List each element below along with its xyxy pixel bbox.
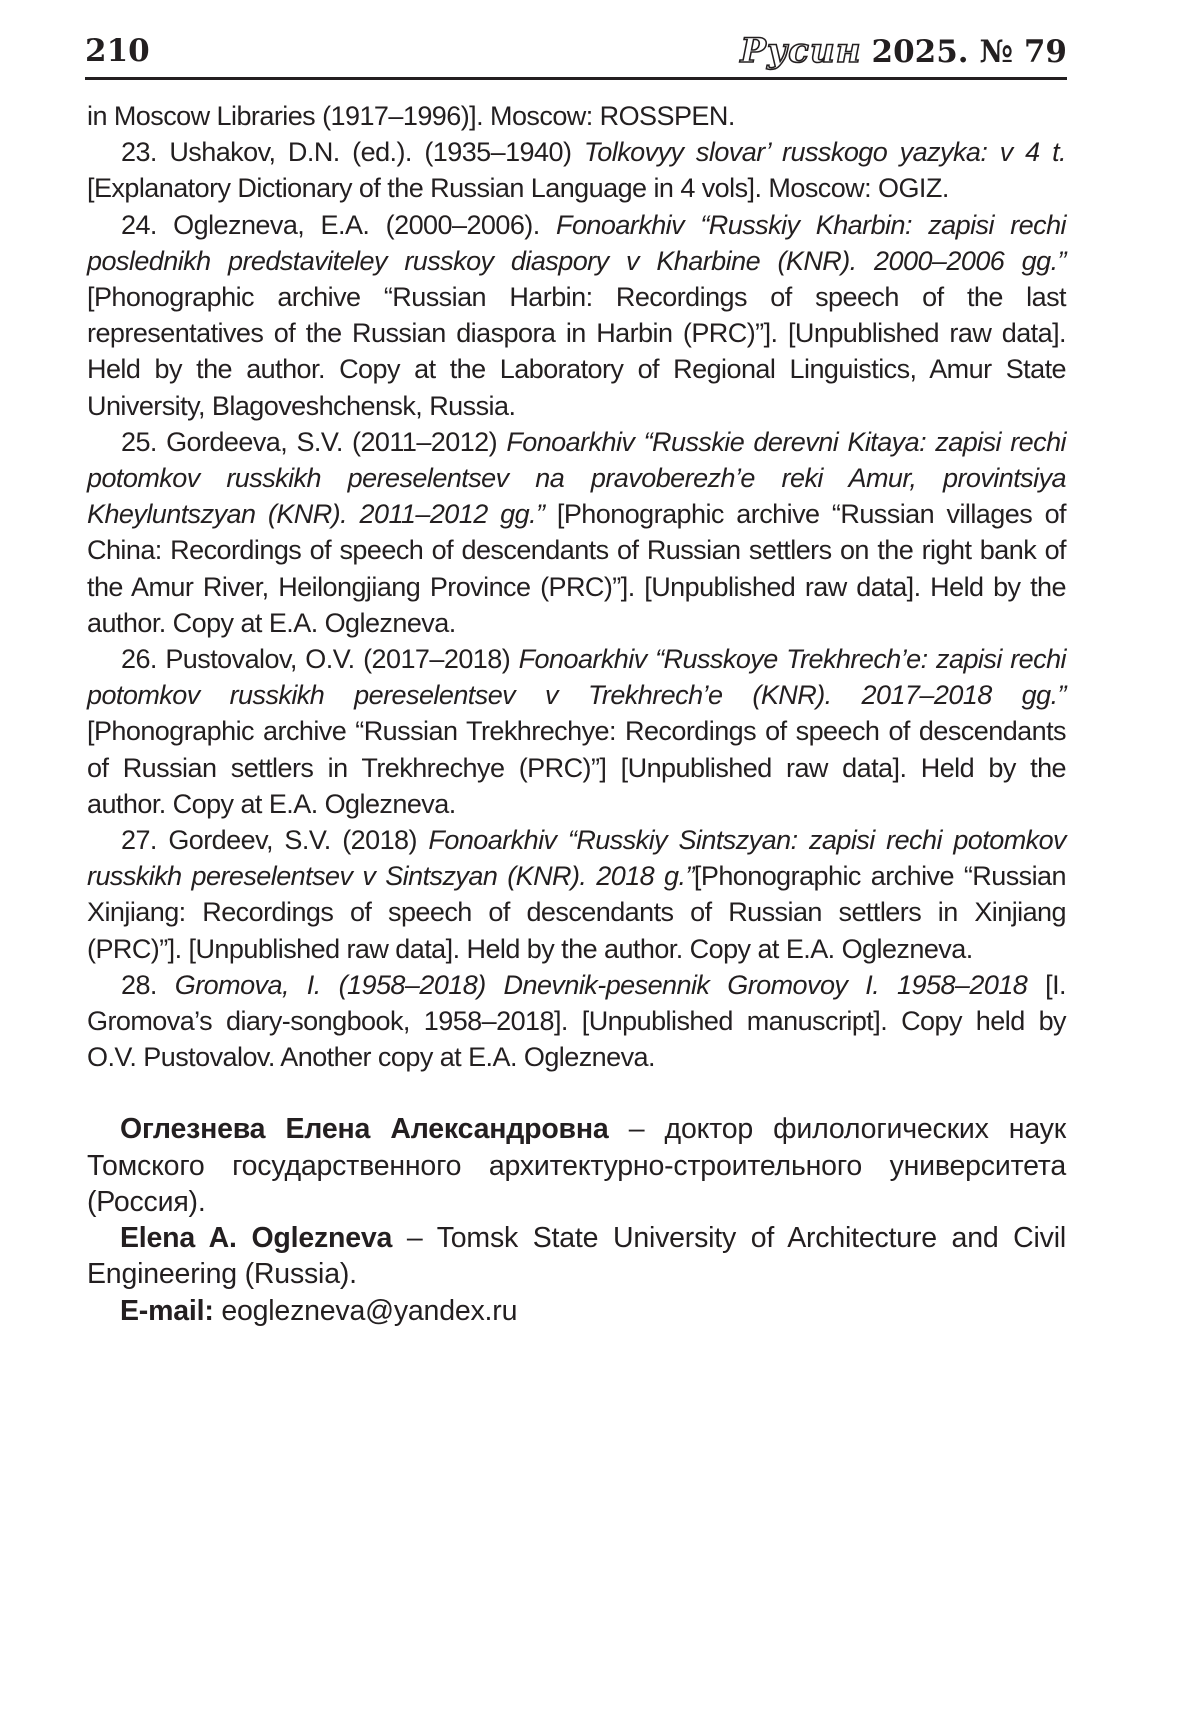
- page-number: 210: [85, 33, 150, 69]
- reference-item: [87, 424, 1066, 641]
- author-info-english: [87, 1220, 1066, 1292]
- journal-title: [740, 28, 1067, 81]
- reference-list: [87, 98, 1066, 1075]
- reference-item: [87, 207, 1066, 424]
- reference-text: in Moscow Libraries (1917–1996)]. Moscow: ROSSPEN.: [87, 101, 735, 131]
- reference-title: Fonoarkhiv “Russkoye Trekhrech’e: zapisi rechi potomkov russkikh pereselentsev v Trekhrech’e (KNR). 2017–2018 gg.”: [87, 644, 1066, 711]
- reference-number: 28.: [121, 969, 175, 1000]
- reference-item: [87, 641, 1066, 822]
- author-info: [87, 1111, 1066, 1328]
- reference-details: [Explanatory Dictionary of the Russian Language in 4 vols]. Moscow: OGIZ.: [87, 173, 949, 204]
- reference-authors: 25. Gordeeva, S.V. (2011–2012): [121, 426, 507, 457]
- reference-details: [Phonographic archive “Russian Harbin: Recordings of speech of the last representatives of the Russian diaspora in Harbin (PRC)”]. [Unpublished raw data]. Held by the author. Copy at the Laboratory of Regional Linguistics, Amur State University, Blagoveshchensk, Russia.: [87, 282, 1066, 421]
- reference-authors: 23. Ushakov, D.N. (ed.). (1935–1940): [121, 137, 584, 168]
- email-address[interactable]: eoglezneva@yandex.ru: [213, 1294, 518, 1327]
- reference-title: Fonoarkhiv “Russkiy Sintszyan: zapisi rechi potomkov russkikh pereselentsev v Sintszyan (KNR). 2018 g.”: [87, 825, 1066, 892]
- header-rule: [85, 77, 1067, 80]
- reference-details: [Phonographic archive “Russian villages of China: Recordings of speech of descendants of Russian settlers on the right bank of the Amur River, Heilongjiang Province (PRC)”]. [Unpublished raw data]. Held by the author. Copy at E.A. Oglezneva.: [87, 499, 1066, 638]
- reference-item: [87, 98, 1066, 134]
- reference-item: [87, 967, 1066, 1076]
- reference-title: Tolkovyy slovar’ russkogo yazyka: v 4 t.: [583, 137, 1066, 168]
- reference-title: Fonoarkhiv “Russkie derevni Kitaya: zapisi rechi potomkov russkikh pereselentsev na pravoberezh’e reki Amur, provintsiya Kheyluntszyan (KNR). 2011–2012 gg.”: [87, 426, 1066, 530]
- author-info-russian: [87, 1111, 1066, 1220]
- journal-issue: 2025. № 79: [871, 34, 1067, 70]
- email-label: E-mail:: [120, 1294, 214, 1327]
- reference-authors: 27. Gordeev, S.V. (2018): [121, 825, 429, 856]
- author-affiliation-russian: – доктор филологических наук Томского государственного архитектурно-строительного университета (Россия).: [87, 1113, 1066, 1218]
- reference-details: [I. Gromova’s diary-songbook, 1958–2018]. [Unpublished manuscript]. Copy held by O.V. Pustovalov. Another copy at E.A. Oglezneva.: [87, 969, 1067, 1073]
- page-content: [87, 98, 1066, 1329]
- reference-details: [Phonographic archive “Russian Xinjiang: Recordings of speech of descendants of Russian settlers in Xinjiang (PRC)”]. [Unpublished raw data]. Held by the author. Copy at E.A. Oglezneva.: [87, 861, 1066, 964]
- author-name-russian: Оглезнева Елена Александровна: [120, 1113, 609, 1146]
- reference-item: [87, 822, 1066, 967]
- reference-authors: 24. Oglezneva, E.A. (2000–2006).: [121, 209, 556, 240]
- reference-details: [Phonographic archive “Russian Trekhrechye: Recordings of speech of descendants of Russian settlers in Trekhrechye (PRC)”] [Unpublished raw data]. Held by the author. Copy at E.A. Oglezneva.: [87, 716, 1066, 819]
- page-header: [85, 28, 1067, 80]
- author-affiliation-english: – Tomsk State University of Architecture and Civil Engineering (Russia).: [87, 1222, 1066, 1291]
- author-email: [87, 1293, 1066, 1329]
- reference-item: [87, 134, 1066, 206]
- journal-logo: Русин: [740, 31, 862, 71]
- reference-title: Gromova, I. (1958–2018) Dnevnik-pesennik Gromovoy I. 1958–2018: [174, 969, 1028, 1000]
- author-name-english: Elena A. Oglezneva: [120, 1222, 393, 1255]
- reference-title: Fonoarkhiv “Russkiy Kharbin: zapisi rechi poslednikh predstaviteley russkoy diaspory v Kharbine (KNR). 2000–2006 gg.”: [87, 209, 1067, 276]
- reference-authors: 26. Pustovalov, O.V. (2017–2018): [121, 644, 519, 675]
